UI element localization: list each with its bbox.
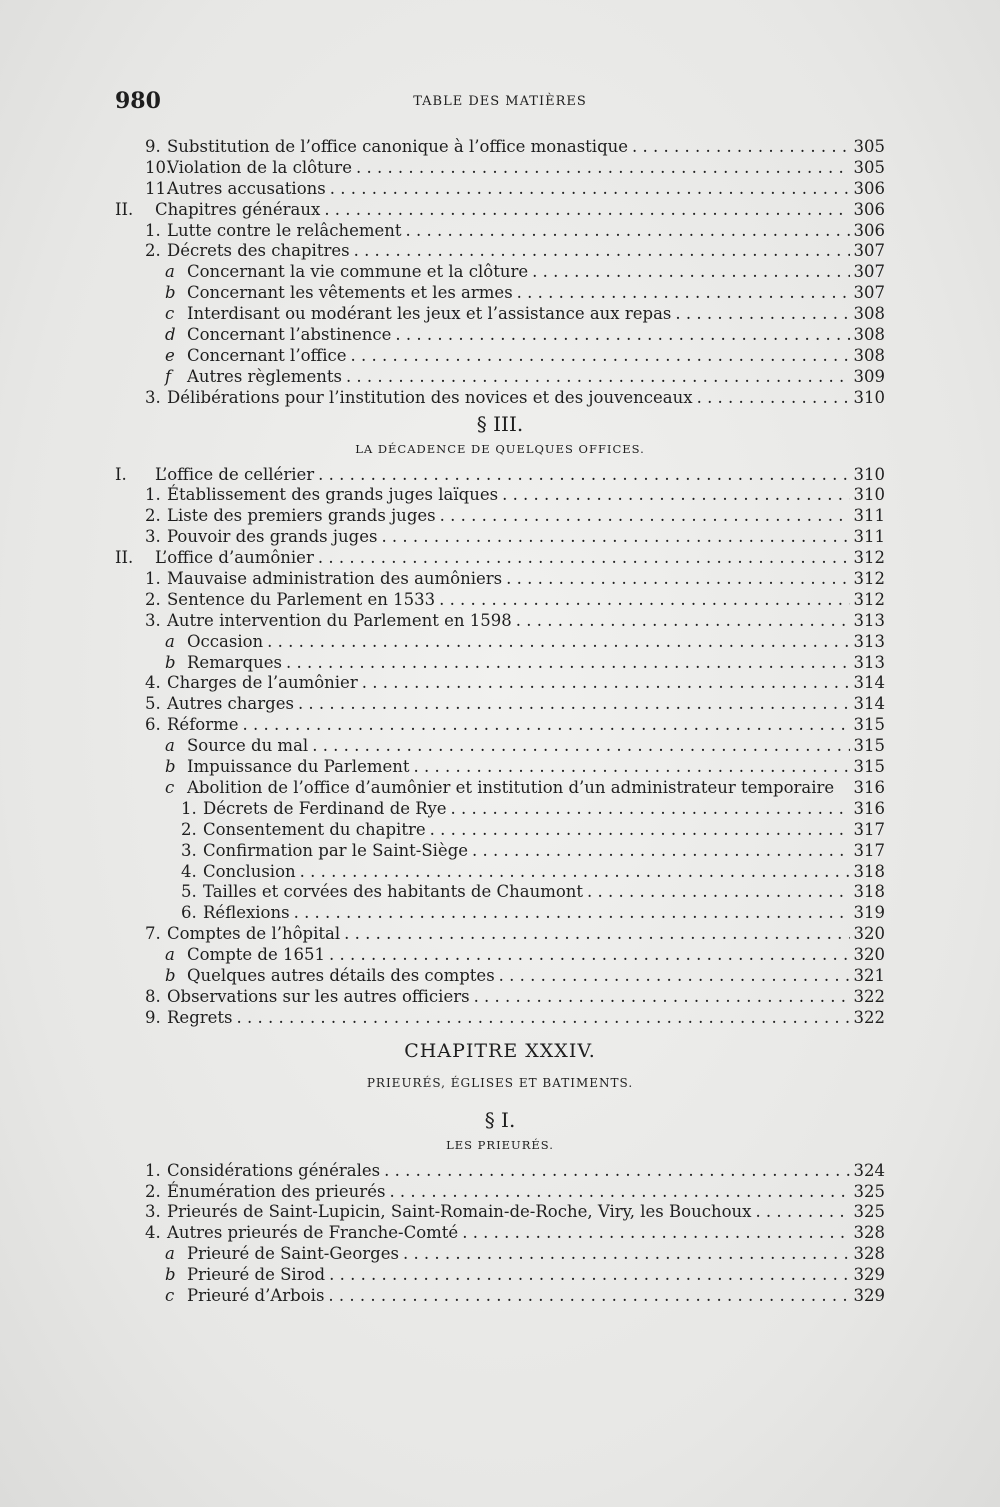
toc-entry-number: 1. bbox=[145, 1160, 161, 1180]
toc-entry bbox=[115, 506, 885, 527]
toc-entry-title: Concernant les vêtements et les armes bbox=[187, 283, 513, 303]
toc-entry-page: 329 bbox=[853, 1265, 885, 1285]
toc-entry-title: Prieuré d’Arbois bbox=[187, 1285, 325, 1305]
toc-entry bbox=[115, 485, 885, 506]
toc-entry-number: a bbox=[165, 736, 175, 756]
dot-leader bbox=[399, 1244, 850, 1265]
toc-entry-page: 312 bbox=[853, 589, 885, 609]
toc-entry-page: 308 bbox=[853, 345, 885, 365]
toc-entry-number: 10. bbox=[145, 157, 172, 177]
toc-entry-page: 321 bbox=[853, 965, 885, 985]
dot-leader bbox=[410, 757, 850, 778]
toc-entry bbox=[115, 653, 885, 674]
toc-entry-page: 322 bbox=[853, 1007, 885, 1027]
dot-leader bbox=[263, 632, 849, 653]
toc-entry bbox=[115, 1161, 885, 1182]
toc-entry bbox=[115, 1286, 885, 1307]
toc-entry-page: 317 bbox=[853, 840, 885, 860]
toc-entry-title: L’office de cellérier bbox=[155, 464, 315, 484]
toc-entry-title: Chapitres généraux bbox=[155, 199, 321, 219]
toc-entry bbox=[115, 465, 885, 486]
dot-leader bbox=[296, 862, 850, 883]
toc-entry-page: 314 bbox=[853, 694, 885, 714]
toc-entry-page: 307 bbox=[853, 262, 885, 282]
toc-entry bbox=[115, 283, 885, 304]
toc-entry-title: Décrets des chapitres bbox=[167, 241, 350, 261]
toc-entry-number: f bbox=[165, 366, 172, 386]
dot-leader bbox=[502, 569, 849, 590]
dot-leader bbox=[693, 388, 850, 409]
toc-entry-title: Autres prieurés de Franche-Comté bbox=[167, 1223, 459, 1243]
toc-entry-number: 2. bbox=[145, 241, 161, 261]
toc-entry-title: Conclusion bbox=[203, 861, 296, 881]
dot-leader bbox=[495, 966, 850, 987]
toc-entry bbox=[115, 778, 885, 799]
toc-entry-title: Concernant la vie commune et la clôture bbox=[187, 262, 529, 282]
toc-entry-title: Source du mal bbox=[187, 736, 309, 756]
toc-entry-number: 1. bbox=[145, 569, 161, 589]
toc-entry-page: 310 bbox=[853, 387, 885, 407]
toc-entry-title: Considérations générales bbox=[167, 1160, 381, 1180]
toc-entry-page: 325 bbox=[853, 1202, 885, 1222]
toc-entry-title: Prieurés de Saint-Lupicin, Saint-Romain-de-Roche, Viry, les Bouchoux bbox=[167, 1202, 752, 1222]
dot-leader bbox=[314, 548, 850, 569]
toc-entry-title: Autre intervention du Parlement en 1598 bbox=[167, 610, 512, 630]
toc-entry-page: 316 bbox=[853, 777, 885, 797]
toc-entry bbox=[115, 632, 885, 653]
toc-entry-title: Décrets de Ferdinand de Rye bbox=[203, 798, 447, 818]
toc-entry-title: Réflexions bbox=[203, 903, 290, 923]
toc-entry-number: 3. bbox=[145, 387, 161, 407]
toc-entry-number: b bbox=[165, 965, 176, 985]
toc-entry-number: 6. bbox=[181, 903, 197, 923]
dot-leader bbox=[470, 987, 850, 1008]
toc-entry bbox=[115, 200, 885, 221]
toc-entry-page: 310 bbox=[853, 464, 885, 484]
dot-leader bbox=[325, 945, 850, 966]
toc-entry bbox=[115, 945, 885, 966]
toc-entry-number: 3. bbox=[145, 1202, 161, 1222]
toc-entry-number: 1. bbox=[181, 798, 197, 818]
toc-entry-number: 1. bbox=[145, 220, 161, 240]
toc-entry-page: 312 bbox=[853, 569, 885, 589]
toc-entry-page: 314 bbox=[853, 673, 885, 693]
toc-entry-title: Pouvoir des grands juges bbox=[167, 527, 378, 547]
toc-entry-page: 308 bbox=[853, 325, 885, 345]
toc-entry bbox=[115, 1008, 885, 1029]
toc-entry-title: Établissement des grands juges laïques bbox=[167, 485, 499, 505]
toc-entry-title: Sentence du Parlement en 1533 bbox=[167, 589, 436, 609]
dot-leader bbox=[458, 1223, 849, 1244]
toc-entry bbox=[115, 569, 885, 590]
toc-entry bbox=[115, 367, 885, 388]
dot-leader bbox=[377, 527, 849, 548]
toc-entry bbox=[115, 694, 885, 715]
toc-entry-title: Observations sur les autres officiers bbox=[167, 986, 470, 1006]
toc-entry-page: 306 bbox=[853, 178, 885, 198]
toc-entry-page: 307 bbox=[853, 241, 885, 261]
toc-entry-number: b bbox=[165, 1265, 176, 1285]
dot-leader bbox=[314, 465, 849, 486]
toc-entry-page: 328 bbox=[853, 1223, 885, 1243]
dot-leader bbox=[290, 903, 850, 924]
toc-entry-title: Remarques bbox=[187, 652, 282, 672]
toc-entry-title: Quelques autres détails des comptes bbox=[187, 965, 495, 985]
toc-entry-title: Prieuré de Sirod bbox=[187, 1265, 326, 1285]
dot-leader bbox=[308, 736, 849, 757]
toc-entry-number: I. bbox=[115, 464, 127, 484]
toc-entry-number: 4. bbox=[181, 861, 197, 881]
toc-entry-title: Occasion bbox=[187, 631, 264, 651]
toc-entry-title: Autres accusations bbox=[167, 178, 326, 198]
toc-entry-title: Liste des premiers grands juges bbox=[167, 506, 436, 526]
toc-entry-page: 313 bbox=[853, 610, 885, 630]
toc-entry-title: Regrets bbox=[167, 1007, 233, 1027]
page-header bbox=[115, 88, 885, 116]
toc-entry bbox=[115, 590, 885, 611]
toc-entry-title: Prieuré de Saint-Georges bbox=[187, 1244, 399, 1264]
toc-entry-page: 315 bbox=[853, 715, 885, 735]
toc-entry-number: b bbox=[165, 757, 176, 777]
toc-entry-number: 2. bbox=[181, 819, 197, 839]
toc-entry-page: 315 bbox=[853, 736, 885, 756]
toc-entry bbox=[115, 820, 885, 841]
dot-leader bbox=[628, 137, 849, 158]
dot-leader bbox=[468, 841, 849, 862]
toc-entry-title: Consentement du chapitre bbox=[203, 819, 426, 839]
toc-entry-page: 309 bbox=[853, 366, 885, 386]
toc-entry-title: Concernant l’abstinence bbox=[187, 325, 392, 345]
toc-entry bbox=[115, 882, 885, 903]
toc-entry-number: c bbox=[165, 304, 175, 324]
dot-leader bbox=[402, 221, 850, 242]
dot-leader bbox=[340, 924, 849, 945]
toc-entry-number: 1. bbox=[145, 485, 161, 505]
toc-entry-number: 9. bbox=[145, 137, 161, 156]
toc-entry bbox=[115, 1265, 885, 1286]
dot-leader bbox=[233, 1008, 850, 1029]
toc-entry-number: a bbox=[165, 1244, 175, 1264]
toc-entry-title: Confirmation par le Saint-Siège bbox=[203, 840, 469, 860]
toc-entry-page: 322 bbox=[853, 986, 885, 1006]
dot-leader bbox=[352, 158, 850, 179]
section-subtitle-3: LA DÉCADENCE DE QUELQUES OFFICES. bbox=[355, 441, 645, 456]
section-subtitle-1: LES PRIEURÉS. bbox=[446, 1137, 554, 1152]
toc-entry-title: Réforme bbox=[167, 715, 239, 735]
dot-leader bbox=[282, 653, 850, 674]
toc-entry bbox=[115, 1223, 885, 1244]
toc-entry-page: 320 bbox=[853, 945, 885, 965]
dot-leader bbox=[385, 1182, 849, 1203]
toc-entry-title: Autres charges bbox=[167, 694, 294, 714]
toc-entry-title: Tailles et corvées des habitants de Chaumont bbox=[203, 882, 584, 902]
toc-entry-page: 308 bbox=[853, 304, 885, 324]
toc-entry-number: 7. bbox=[145, 924, 161, 944]
toc-entry-title: Abolition de l’office d’aumônier et institution d’un administrateur temporaire bbox=[187, 777, 835, 797]
toc-entry bbox=[115, 527, 885, 548]
toc-entry-page: 312 bbox=[853, 548, 885, 568]
toc-entry bbox=[115, 987, 885, 1008]
toc-entry-number: b bbox=[165, 283, 176, 303]
table-of-contents bbox=[115, 137, 885, 1307]
toc-entry-title: Énumération des prieurés bbox=[167, 1181, 386, 1201]
toc-entry-title: Lutte contre le relâchement bbox=[167, 220, 402, 240]
toc-part-2 bbox=[115, 465, 885, 1029]
toc-entry-page: 318 bbox=[853, 861, 885, 881]
toc-entry-page: 305 bbox=[853, 157, 885, 177]
toc-entry-number: 2. bbox=[145, 1181, 161, 1201]
toc-entry bbox=[115, 736, 885, 757]
toc-entry-number: 3. bbox=[145, 610, 161, 630]
toc-entry bbox=[115, 924, 885, 945]
toc-entry bbox=[115, 611, 885, 632]
toc-entry bbox=[115, 158, 885, 179]
dot-leader bbox=[513, 283, 850, 304]
toc-entry-number: 11. bbox=[145, 178, 172, 198]
toc-entry bbox=[115, 262, 885, 283]
toc-entry-number: 3. bbox=[181, 840, 197, 860]
toc-entry bbox=[115, 903, 885, 924]
toc-entry-number: a bbox=[165, 945, 175, 965]
toc-entry-page: 313 bbox=[853, 631, 885, 651]
toc-entry-number: b bbox=[165, 652, 176, 672]
dot-leader bbox=[436, 506, 850, 527]
toc-entry-number: 2. bbox=[145, 506, 161, 526]
dot-leader bbox=[583, 882, 849, 903]
toc-entry bbox=[115, 221, 885, 242]
toc-entry-number: 5. bbox=[145, 694, 161, 714]
toc-entry bbox=[115, 241, 885, 262]
dot-leader bbox=[358, 673, 850, 694]
toc-entry-number: II. bbox=[115, 548, 134, 568]
section-heading-3: § III. bbox=[476, 411, 524, 436]
toc-entry-page: 315 bbox=[853, 757, 885, 777]
toc-entry bbox=[115, 862, 885, 883]
toc-entry-page: 316 bbox=[853, 798, 885, 818]
toc-entry-title: Interdisant ou modérant les jeux et l’assistance aux repas bbox=[187, 304, 672, 324]
dot-leader bbox=[342, 367, 850, 388]
toc-entry-title: Substitution de l’office canonique à l’office monastique bbox=[167, 137, 629, 156]
dot-leader bbox=[391, 325, 849, 346]
toc-entry bbox=[115, 304, 885, 325]
toc-entry bbox=[115, 346, 885, 367]
toc-entry-title: Compte de 1651 bbox=[187, 945, 325, 965]
dot-leader bbox=[426, 820, 850, 841]
toc-entry-number: 8. bbox=[145, 986, 161, 1006]
toc-entry bbox=[115, 1244, 885, 1265]
dot-leader bbox=[324, 1286, 849, 1307]
dot-leader bbox=[528, 262, 849, 283]
dot-leader bbox=[320, 200, 849, 221]
toc-entry-title: Autres règlements bbox=[187, 366, 342, 386]
toc-entry-page: 306 bbox=[853, 199, 885, 219]
toc-entry-title: Mauvaise administration des aumôniers bbox=[167, 569, 503, 589]
toc-entry-number: a bbox=[165, 631, 175, 651]
dot-leader bbox=[512, 611, 850, 632]
toc-entry-page: 328 bbox=[853, 1244, 885, 1264]
toc-entry-number: d bbox=[165, 325, 176, 345]
toc-entry-number: II. bbox=[115, 199, 134, 219]
dot-leader bbox=[325, 1265, 849, 1286]
toc-entry-page: 307 bbox=[853, 283, 885, 303]
toc-entry-title: L’office d’aumônier bbox=[155, 548, 314, 568]
running-title: TABLE DES MATIÈRES bbox=[413, 94, 587, 109]
toc-entry bbox=[115, 325, 885, 346]
toc-entry-page: 311 bbox=[853, 527, 885, 547]
toc-entry bbox=[115, 966, 885, 987]
toc-entry-number: 9. bbox=[145, 1007, 161, 1027]
toc-entry bbox=[115, 1202, 885, 1223]
toc-entry-page: 320 bbox=[853, 924, 885, 944]
toc-entry-page: 319 bbox=[853, 903, 885, 923]
toc-entry bbox=[115, 673, 885, 694]
toc-entry-number: 2. bbox=[145, 589, 161, 609]
toc-entry-title: Comptes de l’hôpital bbox=[167, 924, 341, 944]
toc-entry-page: 317 bbox=[853, 819, 885, 839]
section-heading-1: § I. bbox=[484, 1107, 516, 1132]
dot-leader bbox=[498, 485, 849, 506]
dot-leader bbox=[751, 1202, 849, 1223]
toc-part-1 bbox=[115, 137, 885, 409]
toc-entry bbox=[115, 388, 885, 409]
toc-entry-page: 310 bbox=[853, 485, 885, 505]
toc-entry-number: 5. bbox=[181, 882, 197, 902]
dot-leader bbox=[350, 241, 850, 262]
toc-entry-title: Délibérations pour l’institution des novices et des jouvenceaux bbox=[167, 387, 693, 407]
toc-entry-title: Charges de l’aumônier bbox=[167, 673, 358, 693]
dot-leader bbox=[326, 179, 850, 200]
toc-entry bbox=[115, 137, 885, 158]
toc-entry bbox=[115, 1182, 885, 1203]
page-number: 980 bbox=[115, 88, 161, 114]
toc-entry-number: c bbox=[165, 777, 175, 797]
dot-leader bbox=[294, 694, 850, 715]
toc-entry-page: 311 bbox=[853, 506, 885, 526]
toc-entry-page: 305 bbox=[853, 137, 885, 156]
toc-entry-number: 6. bbox=[145, 715, 161, 735]
toc-entry bbox=[115, 179, 885, 200]
chapter-title: CHAPITRE XXXIV. bbox=[404, 1039, 596, 1062]
toc-entry bbox=[115, 715, 885, 736]
toc-part-3 bbox=[115, 1161, 885, 1307]
dot-leader bbox=[347, 346, 850, 367]
dot-leader bbox=[380, 1161, 849, 1182]
dot-leader bbox=[447, 799, 850, 820]
toc-entry-number: 4. bbox=[145, 1223, 161, 1243]
toc-entry-number: a bbox=[165, 262, 175, 282]
toc-entry-page: 325 bbox=[853, 1181, 885, 1201]
toc-entry-title: Concernant l’office bbox=[187, 345, 347, 365]
toc-entry-page: 324 bbox=[853, 1160, 885, 1180]
toc-entry-title: Violation de la clôture bbox=[167, 157, 352, 177]
toc-entry-number: c bbox=[165, 1285, 175, 1305]
toc-entry-number: 4. bbox=[145, 673, 161, 693]
toc-entry bbox=[115, 841, 885, 862]
toc-entry bbox=[115, 548, 885, 569]
dot-leader bbox=[435, 590, 849, 611]
toc-entry-title: Impuissance du Parlement bbox=[187, 757, 410, 777]
toc-entry-number: 3. bbox=[145, 527, 161, 547]
toc-entry-page: 313 bbox=[853, 652, 885, 672]
dot-leader bbox=[671, 304, 849, 325]
toc-entry bbox=[115, 799, 885, 820]
toc-entry bbox=[115, 757, 885, 778]
chapter-subtitle: PRIEURÉS, ÉGLISES ET BATIMENTS. bbox=[366, 1075, 634, 1090]
toc-entry-page: 306 bbox=[853, 220, 885, 240]
dot-leader bbox=[239, 715, 850, 736]
toc-entry-page: 329 bbox=[853, 1285, 885, 1305]
toc-entry-number: e bbox=[165, 345, 175, 365]
toc-entry-page: 318 bbox=[853, 882, 885, 902]
